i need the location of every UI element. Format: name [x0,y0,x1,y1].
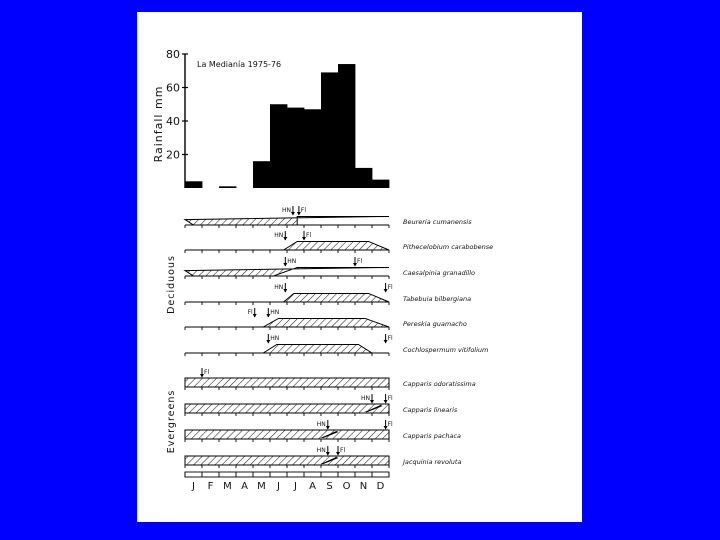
y-tick-label-3: 80 [166,48,180,61]
month-label-0: J [192,481,195,492]
phenology-band-3 [185,293,389,302]
rainfall-bar-4 [219,186,228,188]
month-label-10: N [359,481,368,492]
rainfall-bar-0 [185,181,194,188]
rainfall-bar-9 [262,161,271,188]
rainfall-bar-12 [287,108,296,188]
month-label-2: M [223,481,232,492]
rainfall-bar-8 [253,161,262,188]
month-label-9: O [342,481,351,492]
phenology-chart [137,12,582,522]
y-tick-label-2: 60 [166,81,180,95]
species-label-7: Capparis linearis [403,406,458,414]
rainfall-bar-21 [364,168,373,188]
group-label-0: Deciduous [166,255,177,314]
event-label-7-0: HN [361,395,370,402]
event-arrowhead-0-0 [291,212,295,216]
rainfall-bar-1 [194,181,203,188]
month-label-6: J [294,481,297,492]
rainfall-bar-5 [228,186,237,188]
event-arrowhead-9-0 [326,452,330,456]
month-label-5: J [277,481,280,492]
event-label-7-1: Fl [387,395,393,402]
rainfall-bar-11 [279,104,288,188]
phenology-band-8 [185,430,389,439]
month-label-11: D [376,481,385,492]
event-arrowhead-8-0 [326,426,330,430]
y-tick-label-0: 20 [166,148,180,162]
species-label-9: Jacquinia revoluta [403,458,462,466]
species-label-3: Tabebuia bilbergiana [403,295,472,303]
month-label-1: F [207,481,214,492]
species-label-2: Caesalpinia granadillo [403,269,476,277]
y-tick-label-1: 40 [166,115,180,128]
phenology-band-0 [185,216,389,225]
species-label-6: Capparis odoratissima [403,380,476,388]
rainfall-bar-19 [347,64,356,188]
group-label-1: Evergreens [166,389,177,454]
event-label-1-1: Fl [306,232,312,239]
event-arrowhead-3-0 [283,289,287,293]
phenology-band-6 [185,378,389,387]
rainfall-bar-20 [355,168,364,188]
month-label-7: A [309,481,316,492]
phenology-band-1 [185,241,389,250]
event-arrowhead-4-0 [253,314,257,318]
rainfall-bar-18 [338,64,347,188]
rainfall-bar-23 [381,180,390,188]
rainfall-bar-17 [330,72,339,188]
event-label-1-0: HN [274,232,284,239]
event-label-4-1: HN [270,309,280,316]
y-axis-label: Rainfall mm [152,85,165,163]
species-label-5: Cochlospermum vitifolium [403,346,489,354]
rainfall-bar-14 [304,109,313,188]
event-label-3-1: Fl [387,284,393,291]
event-arrowhead-7-0 [370,400,374,404]
event-label-0-1: Fl [300,207,307,214]
rainfall-bar-22 [372,180,381,188]
event-label-8-1: Fl [387,421,393,428]
phenology-band-9 [185,456,389,465]
phenology-band-2 [185,267,389,276]
event-label-0-0: HN [281,207,291,214]
month-label-4: M [257,481,266,492]
event-label-9-1: Fl [340,447,346,454]
rainfall-bar-13 [296,108,305,188]
figure-panel [137,12,582,522]
chart-title: La Medianía 1975-76 [197,60,282,69]
event-label-5-1: Fl [387,335,393,342]
event-label-9-0: HN [316,447,326,454]
species-label-8: Capparis pachaca [403,432,462,440]
event-label-4-0: Fl [247,309,253,316]
species-label-4: Pereskia guamacho [403,320,467,328]
rainfall-bar-15 [313,109,322,188]
rainfall-bar-16 [321,72,330,188]
species-label-0: Beureria cumanensis [403,218,472,226]
event-label-2-0: HN [287,258,297,265]
event-arrowhead-1-0 [283,237,287,241]
event-label-3-0: HN [274,284,284,291]
phenology-band-4 [185,318,389,327]
month-label-3: A [241,481,248,492]
event-label-5-0: HN [270,335,280,342]
event-label-2-1: Fl [357,258,363,265]
rainfall-bar-10 [270,104,279,188]
month-label-8: S [326,481,333,492]
species-label-1: Pithecelobium carabobense [403,243,494,251]
event-label-8-0: HN [316,421,326,428]
phenology-band-7 [185,404,389,413]
phenology-band-5 [185,344,389,353]
event-label-6-0: Fl [204,369,210,376]
